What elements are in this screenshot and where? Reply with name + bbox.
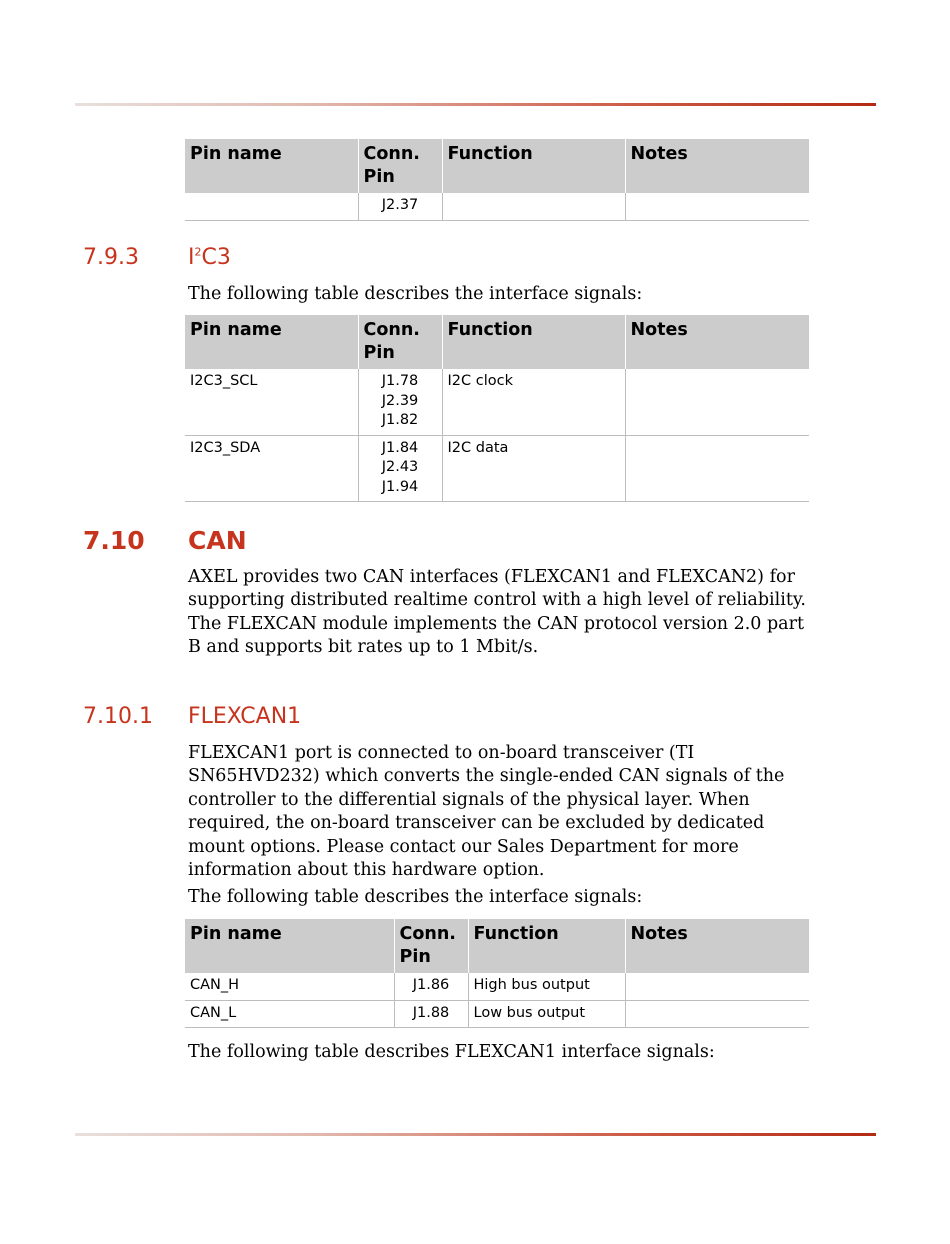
pin-name-cell: CAN_H (185, 973, 394, 1000)
col-header-pin-name: Pin name (185, 139, 358, 193)
conn-pin-value: J1.86 (412, 977, 450, 993)
function-cell: I2C data (442, 435, 625, 502)
can-body-paragraph: AXEL provides two CAN interfaces (FLEXCAN1 and FLEXCAN2) for supporting distributed realtime control with a high level of reliability. The FLEXCAN module implements the CAN protocol version 2.0 part B and supports bit rates up to 1 Mbit/s. (188, 567, 806, 658)
conn-pin-value: J1.88 (412, 1004, 450, 1021)
section-title: $I^2C3$ (188, 245, 231, 270)
col-header-notes: Notes (625, 139, 809, 193)
col-header-pin-name: Pin name (185, 919, 394, 973)
pin-name-cell: I2C3_SDA (185, 435, 358, 502)
table-row (185, 193, 809, 220)
pin-table-continued (185, 139, 809, 221)
col-header-notes: Notes (625, 919, 809, 973)
table-row (185, 369, 809, 435)
pin-table-i2c3 (185, 315, 809, 502)
section-number: 7.10.1 (83, 704, 153, 729)
section-number: 7.10 (83, 526, 145, 555)
col-header-function: Function (468, 919, 625, 973)
conn-pin-value: J2.37 (381, 197, 419, 213)
notes-cell (625, 193, 809, 220)
header-rule (75, 103, 876, 106)
conn-pin-value: J2.43 (381, 459, 419, 475)
table-row (185, 1000, 809, 1028)
table-header-row (185, 919, 809, 973)
function-cell: Low bus output (468, 1000, 625, 1028)
conn-pin-cell (358, 369, 442, 435)
notes-cell (625, 435, 809, 502)
conn-pin-cell (394, 1000, 468, 1028)
notes-cell (625, 973, 809, 1000)
col-header-conn-pin: Conn. Pin (358, 139, 442, 193)
function-cell: High bus output (468, 973, 625, 1000)
intro-paragraph: The following table describes the interface signals: (188, 887, 643, 907)
function-cell: I2C clock (442, 369, 625, 435)
flexcan1-body-paragraph: FLEXCAN1 port is connected to on-board transceiver (TI SN65HVD232) which converts the single-ended CAN signals of the controller to the differential signals of the physical layer. When required, the on-board transceiver can be excluded by dedicated mount options. Please contact our Sales Department for more information about this hardware option. (188, 743, 785, 881)
col-header-notes: Notes (625, 315, 809, 369)
conn-pin-cell (358, 435, 442, 502)
pin-name-cell: I2C3_SCL (185, 369, 358, 435)
intro-paragraph: The following table describes the interface signals: (188, 284, 643, 304)
col-header-pin-name: Pin name (185, 315, 358, 369)
conn-pin-value: J1.78 (381, 373, 419, 389)
conn-pin-value: J2.39 (381, 392, 419, 409)
pin-name-cell (185, 193, 358, 220)
table-header-row (185, 315, 809, 369)
pin-name-cell: CAN_L (185, 1000, 394, 1028)
notes-cell (625, 369, 809, 435)
section-title: CAN (188, 526, 247, 555)
section-title: FLEXCAN1 (188, 704, 302, 729)
conn-pin-value: J1.82 (381, 412, 419, 428)
col-header-function: Function (442, 315, 625, 369)
col-header-conn-pin: Conn. Pin (394, 919, 468, 973)
footer-rule (75, 1133, 876, 1136)
function-cell (442, 193, 625, 220)
conn-pin-value: J1.94 (381, 478, 419, 495)
table-header-row (185, 139, 809, 193)
notes-cell (625, 1000, 809, 1028)
conn-pin-cell (358, 193, 442, 220)
section-number: 7.9.3 (83, 245, 139, 270)
col-header-function: Function (442, 139, 625, 193)
pin-table-flexcan1 (185, 919, 809, 1028)
table-row (185, 435, 809, 502)
outro-paragraph: The following table describes FLEXCAN1 interface signals: (188, 1042, 715, 1062)
conn-pin-value: J1.84 (381, 439, 419, 456)
table-row (185, 973, 809, 1000)
conn-pin-cell (394, 973, 468, 1000)
col-header-conn-pin: Conn. Pin (358, 315, 442, 369)
